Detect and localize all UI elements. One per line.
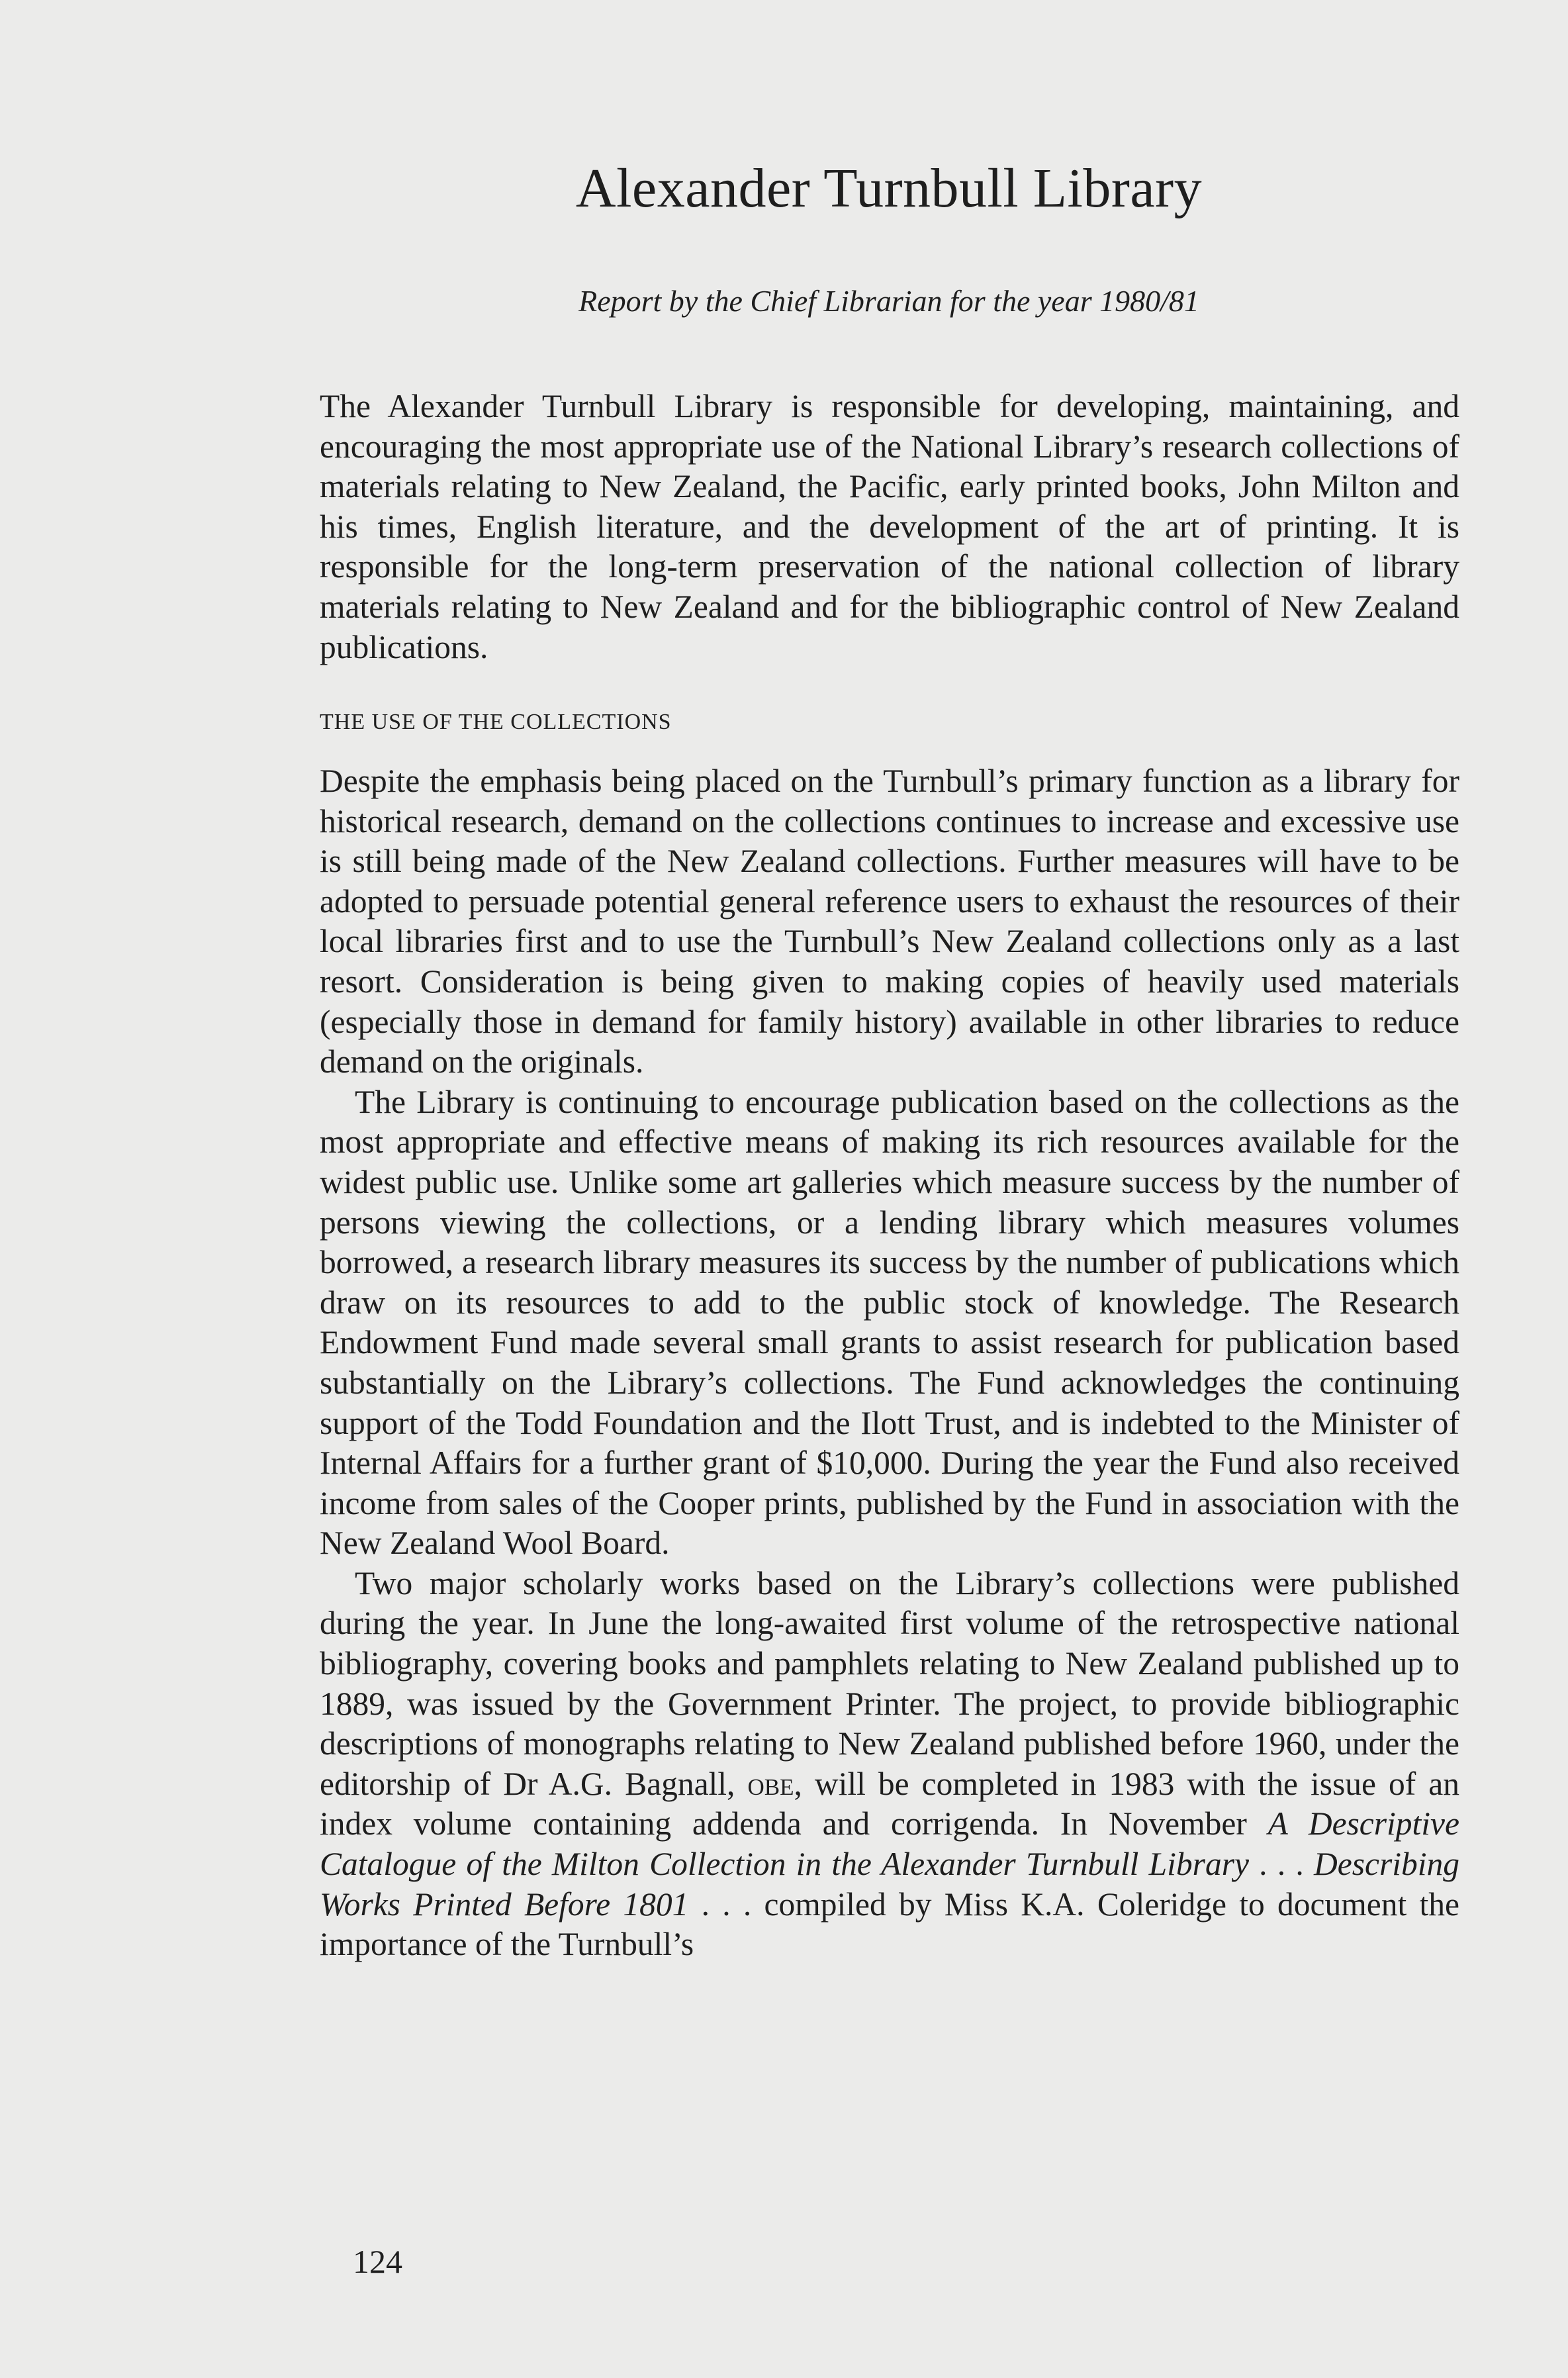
page-number: 124	[353, 2243, 402, 2280]
book-title-works-before-1801: Describing Works Printed Before 1801	[320, 1846, 1460, 1923]
paragraph-3-text-a: Two major scholarly works based on the Library’s collections were published during the year. In June the long-awaited first volume of the retrospective national bibliography, covering books and pamphlets relating to New Zealand published up to 1889, was issued by the Government Printer. The project, to provide bibliographic descriptions of monographs relating to New Zealand published before 1960, under the editorship of Dr A.G. Bagnall,	[320, 1564, 1459, 1802]
main-section	[320, 761, 1459, 1965]
paragraph-1: Despite the emphasis being placed on the Turnbull’s primary function as a library for historical research, demand on the collections continues to increase and excessive use is still being made of the New Zealand collections. Further measures will have to be adopted to persuade potential general reference users to exhaust the resources of their local libraries first and to use the Turnbull’s New Zealand collections only as a last resort. Consideration is being given to making copies of heavily used materials (especially those in demand for family history) available in other libraries to reduce demand on the originals.	[320, 763, 1459, 1080]
ellipsis: . . .	[1248, 1846, 1314, 1883]
book-title-milton-catalogue: A Descriptive Catalogue of the Milton Collection in the Alexander Turnbull Library	[320, 1805, 1459, 1883]
paragraph-3-text-c: . . . compiled by Miss K.A. Coleridge to document the importance of the Turnbull’s	[320, 1885, 1459, 1963]
intro-paragraph: The Alexander Turnbull Library is responsible for developing, maintaining, and encouraging the most appropriate use of the National Library’s research collections of materials relating to New Zealand, the Pacific, early printed books, John Milton and his times, English literature, and the development of the art of printing. It is responsible for the long-term preservation of the national collection of library materials relating to New Zealand and for the bibliographic control of New Zealand publications.	[320, 388, 1459, 665]
report-subtitle: Report by the Chief Librarian for the year 1980/81	[578, 284, 1199, 318]
page-title: Alexander Turnbull Library	[575, 158, 1203, 219]
paragraph-3-text-b: , will be completed in 1983 with the issue of an index volume containing addenda and corrigenda. In November	[320, 1765, 1460, 1842]
paragraph-3	[320, 1564, 1459, 1965]
intro-section	[320, 387, 1459, 667]
section-heading: THE USE OF THE COLLECTIONS	[320, 710, 672, 734]
honour-abbreviation: obe	[747, 1765, 794, 1802]
paragraph-2: The Library is continuing to encourage publication based on the collections as the most appropriate and effective means of making its rich resources available for the widest public use. Unlike some art galleries which measure success by the number of persons viewing the collections, or a lending library which measures volumes borrowed, a research library measures its success by the number of publications which draw on its resources to add to the public stock of knowledge. The Research Endowment Fund made several small grants to assist research for publication based substantially on the Library’s collections. The Fund acknowledges the continuing support of the Todd Foundation and the Ilott Trust, and is indebted to the Minister of Internal Affairs for a further grant of $10,000. During the year the Fund also received income from sales of the Cooper prints, published by the Fund in association with the New Zealand Wool Board.	[320, 1083, 1459, 1562]
